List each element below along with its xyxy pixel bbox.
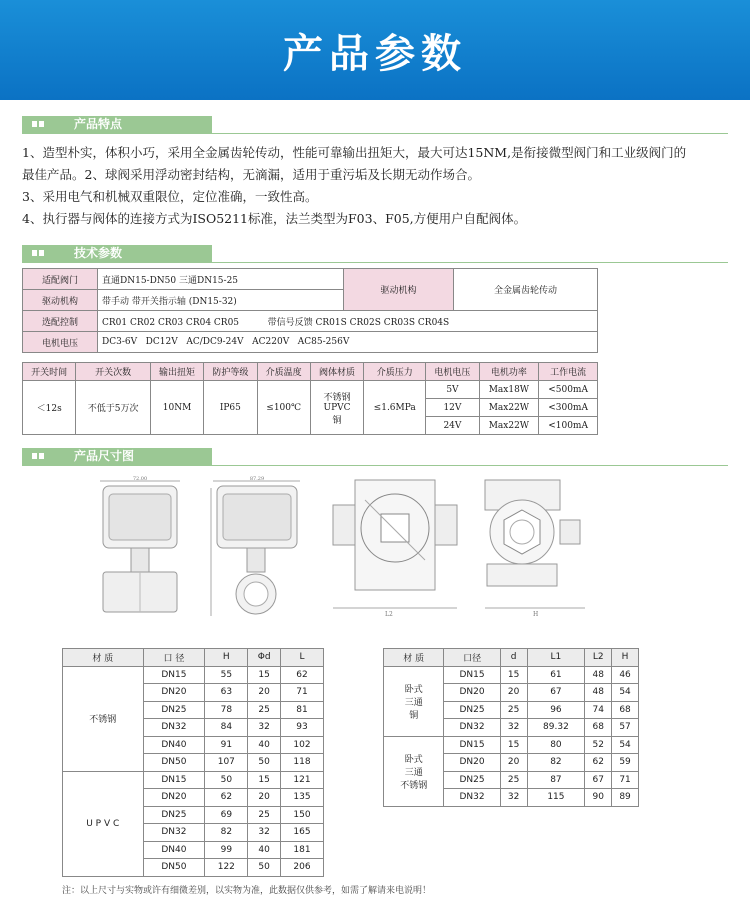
feature-line: 3、采用电气和机械双重限位，定位准确，一致性高。 [22, 189, 318, 204]
cell: <500mA [539, 381, 598, 399]
cell: <100mA [539, 417, 598, 435]
page-title: 产品参数 [283, 31, 467, 77]
cell: 54 [612, 684, 639, 702]
cell: ＜12s [23, 381, 76, 435]
column-header: 口径 [444, 649, 500, 667]
table-row [63, 666, 324, 684]
cell: 52 [585, 736, 612, 754]
cell: DN40 [143, 841, 205, 859]
cell: 63 [205, 684, 248, 702]
cell: 不低于5万次 [76, 381, 151, 435]
cell: 不锈钢 UPVC 铜 [310, 381, 363, 435]
cell: 48 [585, 666, 612, 684]
column-header: 输出扭矩 [150, 363, 203, 381]
features-list [22, 142, 730, 230]
cell: 93 [280, 719, 323, 737]
section-title: 技术参数 [74, 246, 123, 260]
cell: 91 [205, 736, 248, 754]
performance-table [22, 362, 598, 435]
cell: DN50 [143, 859, 205, 877]
table-row [384, 736, 639, 754]
footnote: 注：以上尺寸与实物或许有细微差别，以实物为准，此数据仅供参考，如需了解请来电说明！ [62, 886, 432, 896]
spec-label: 选配控制 [23, 311, 98, 332]
cell: DN32 [143, 719, 205, 737]
column-header: 工作电流 [539, 363, 598, 381]
cell: 71 [280, 684, 323, 702]
square-icon [32, 453, 37, 459]
cell: 10NM [150, 381, 203, 435]
cell: DN20 [143, 684, 205, 702]
dimension-label: L2 [385, 611, 393, 618]
cell: Max22W [479, 399, 539, 417]
cell: 15 [248, 666, 281, 684]
cell: 135 [280, 789, 323, 807]
cell: 90 [585, 789, 612, 807]
cell: 25 [500, 701, 527, 719]
cell: 71 [612, 771, 639, 789]
cell: 20 [500, 684, 527, 702]
dimension-table-straight [62, 648, 324, 877]
cell: 12V [426, 399, 479, 417]
cell: 61 [527, 666, 585, 684]
valve-front-view-drawing [95, 476, 195, 621]
cell: 50 [248, 754, 281, 772]
cell: Max22W [479, 417, 539, 435]
cell: DN50 [143, 754, 205, 772]
cell: 32 [500, 719, 527, 737]
column-header: 材 质 [63, 649, 144, 667]
cell: 50 [205, 771, 248, 789]
square-icon [32, 121, 37, 127]
material-cell: 卧式 三通 铜 [384, 666, 444, 736]
feature-line: 最佳产品。2、球阀采用浮动密封结构，无滴漏，适用于重污垢及长期无动作场合。 [22, 167, 480, 182]
cell: DN20 [444, 754, 500, 772]
cell: 15 [500, 666, 527, 684]
cell: 107 [205, 754, 248, 772]
section-header-dimensions [22, 448, 212, 465]
feature-line: 4、执行器与阀体的连接方式为ISO5211标准，法兰类型为F03、F05,方便用户自配阀体。 [22, 211, 527, 226]
column-header: 介质温度 [257, 363, 310, 381]
square-icon [32, 250, 37, 256]
square-icon [39, 453, 44, 459]
spec-label: 驱动机构 [344, 269, 454, 311]
cell: 121 [280, 771, 323, 789]
spec-value: DC3-6V DC12V AC/DC9-24V AC220V AC85-256V [98, 332, 598, 353]
spec-value: 带手动 带开关指示轴 (DN15-32) [98, 290, 344, 311]
material-cell: U P V C [63, 771, 144, 876]
cell: 74 [585, 701, 612, 719]
cell: 46 [612, 666, 639, 684]
cell: 15 [500, 736, 527, 754]
column-header: 开关时间 [23, 363, 76, 381]
cell: DN32 [143, 824, 205, 842]
cell: 67 [585, 771, 612, 789]
spec-label: 驱动机构 [23, 290, 98, 311]
cell: 40 [248, 841, 281, 859]
spec-label: 电机电压 [23, 332, 98, 353]
cell: 82 [527, 754, 585, 772]
cell: DN32 [444, 789, 500, 807]
cell: DN25 [444, 771, 500, 789]
valve-side-view-drawing [205, 476, 305, 621]
cell: 20 [500, 754, 527, 772]
column-header: H [612, 649, 639, 667]
dimension-label: 72.00 [132, 476, 148, 482]
cell: 118 [280, 754, 323, 772]
table-row [384, 666, 639, 684]
feature-line: 1、造型朴实，体积小巧，采用全金属齿轮传动，性能可靠输出扭矩大，最大可达15NM,是衔接微型阀门和工业级阀门的 [22, 145, 687, 160]
cell: 81 [280, 701, 323, 719]
material-cell: 不锈钢 [63, 666, 144, 771]
cell: 78 [205, 701, 248, 719]
cell: 32 [248, 719, 281, 737]
material-cell: 卧式 三通 不锈钢 [384, 736, 444, 806]
cell: 20 [248, 684, 281, 702]
cell: 122 [205, 859, 248, 877]
cell: <300mA [539, 399, 598, 417]
section-header-features [22, 116, 212, 133]
cell: 32 [500, 789, 527, 807]
cell: 80 [527, 736, 585, 754]
cell: 84 [205, 719, 248, 737]
section-header-tech [22, 245, 212, 262]
cell: DN25 [143, 806, 205, 824]
column-header: 材 质 [384, 649, 444, 667]
divider [22, 262, 728, 263]
cell: 55 [205, 666, 248, 684]
column-header: H [205, 649, 248, 667]
column-header: Φd [248, 649, 281, 667]
cell: 62 [205, 789, 248, 807]
column-header: L1 [527, 649, 585, 667]
cell: 25 [500, 771, 527, 789]
cell: 62 [585, 754, 612, 772]
cell: 25 [248, 701, 281, 719]
cell: 54 [612, 736, 639, 754]
cell: 150 [280, 806, 323, 824]
column-header: 电机功率 [479, 363, 539, 381]
cell: 32 [248, 824, 281, 842]
dimension-label: H [533, 611, 539, 618]
three-way-valve-side-drawing [475, 470, 605, 620]
cell: 24V [426, 417, 479, 435]
square-icon [39, 250, 44, 256]
cell: 57 [612, 719, 639, 737]
cell: 82 [205, 824, 248, 842]
cell: DN25 [444, 701, 500, 719]
three-way-valve-top-drawing [325, 470, 465, 620]
spec-value: CR01 CR02 CR03 CR04 CR05 带信号反馈 CR01S CR02S CR03S CR04S [98, 311, 598, 332]
cell: Max18W [479, 381, 539, 399]
cell: 68 [585, 719, 612, 737]
column-header: 阀体材质 [310, 363, 363, 381]
cell: 68 [612, 701, 639, 719]
cell: DN15 [444, 736, 500, 754]
cell: 15 [248, 771, 281, 789]
cell: 48 [585, 684, 612, 702]
cell: 89 [612, 789, 639, 807]
spec-value: 全金属齿轮传动 [454, 269, 598, 311]
cell: 40 [248, 736, 281, 754]
cell: 5V [426, 381, 479, 399]
column-header: 口 径 [143, 649, 205, 667]
cell: ≤1.6MPa [364, 381, 426, 435]
spec-label: 适配阀门 [23, 269, 98, 290]
cell: DN15 [444, 666, 500, 684]
column-header: 开关次数 [76, 363, 151, 381]
square-icon [39, 121, 44, 127]
cell: 115 [527, 789, 585, 807]
cell: 87 [527, 771, 585, 789]
dimension-table-three-way [383, 648, 639, 807]
column-header: 电机电压 [426, 363, 479, 381]
cell: 62 [280, 666, 323, 684]
cell: 206 [280, 859, 323, 877]
cell: 89.32 [527, 719, 585, 737]
dimension-label: 87.29 [249, 476, 265, 482]
cell: 165 [280, 824, 323, 842]
cell: 96 [527, 701, 585, 719]
cell: 69 [205, 806, 248, 824]
divider [22, 465, 728, 466]
cell: 59 [612, 754, 639, 772]
spec-table [22, 268, 598, 353]
column-header: L [280, 649, 323, 667]
cell: DN40 [143, 736, 205, 754]
cell: DN25 [143, 701, 205, 719]
cell: 99 [205, 841, 248, 859]
cell: 102 [280, 736, 323, 754]
cell: 67 [527, 684, 585, 702]
cell: 50 [248, 859, 281, 877]
divider [22, 133, 728, 134]
cell: IP65 [204, 381, 257, 435]
cell: 25 [248, 806, 281, 824]
cell: 181 [280, 841, 323, 859]
header-banner [0, 0, 750, 100]
column-header: L2 [585, 649, 612, 667]
spec-value: 直通DN15-DN50 三通DN15-25 [98, 269, 344, 290]
cell: 20 [248, 789, 281, 807]
cell: DN15 [143, 666, 205, 684]
section-title: 产品特点 [74, 117, 123, 131]
column-header: d [500, 649, 527, 667]
cell: DN20 [444, 684, 500, 702]
cell: DN15 [143, 771, 205, 789]
column-header: 介质压力 [364, 363, 426, 381]
cell: DN32 [444, 719, 500, 737]
cell: DN20 [143, 789, 205, 807]
column-header: 防护等级 [204, 363, 257, 381]
section-title: 产品尺寸图 [74, 449, 135, 463]
table-row [63, 771, 324, 789]
cell: ≤100℃ [257, 381, 310, 435]
